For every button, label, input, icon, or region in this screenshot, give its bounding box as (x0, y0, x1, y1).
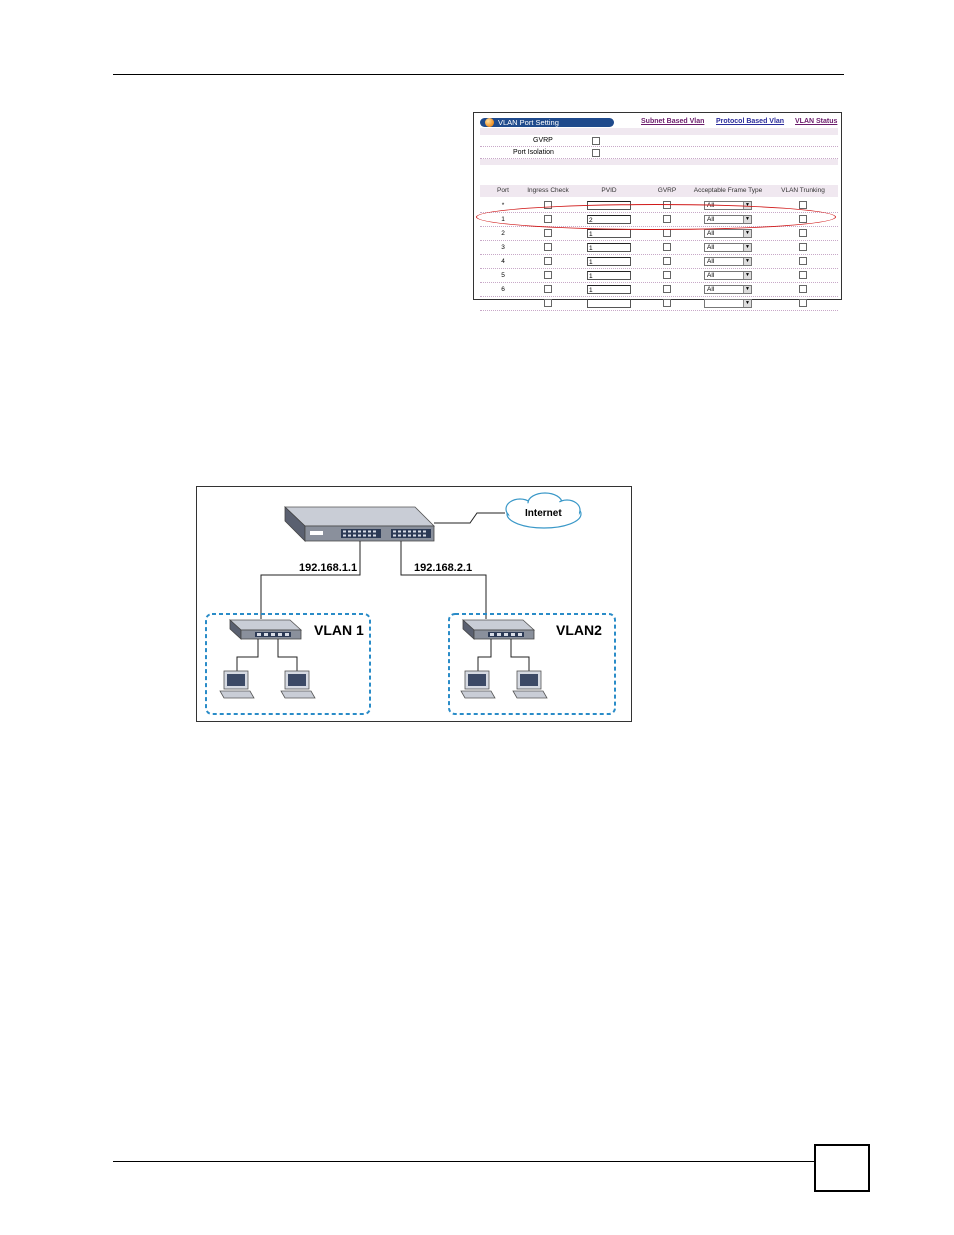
vlan2-label: VLAN2 (556, 622, 602, 638)
link-to-vlan1 (261, 541, 360, 619)
frame-type-cell (704, 254, 752, 268)
frame-type-cell (704, 296, 752, 310)
frame-type-value: All (707, 201, 715, 209)
computer-icon (513, 671, 547, 698)
pvid-input[interactable]: 1 (587, 229, 631, 238)
ingress-check-checkbox[interactable] (544, 215, 552, 223)
gvrp-cell (663, 226, 671, 240)
vlan-trunking-cell (799, 254, 807, 268)
gvrp-option-row (480, 135, 838, 147)
pvid-input[interactable]: 1 (587, 257, 631, 266)
gvrp-port-checkbox[interactable] (663, 201, 671, 209)
gvrp-cell (663, 282, 671, 296)
frame-type-value: All (707, 215, 715, 223)
ingress-check-cell (544, 212, 552, 226)
gvrp-port-checkbox[interactable] (663, 243, 671, 251)
vlan1-label: VLAN 1 (314, 622, 364, 638)
frame-type-select[interactable] (704, 229, 752, 238)
dropdown-arrow-icon[interactable]: ▼ (743, 272, 751, 279)
table-row (480, 282, 838, 297)
frame-type-value: All (707, 285, 715, 293)
pvid-cell (587, 282, 631, 296)
frame-type-cell (704, 212, 752, 226)
vlan-trunking-checkbox[interactable] (799, 257, 807, 265)
vlan2-pc-links (478, 639, 529, 671)
frame-type-cell (704, 240, 752, 254)
ingress-check-checkbox[interactable] (544, 271, 552, 279)
gvrp-port-checkbox[interactable] (663, 285, 671, 293)
vlan-trunking-cell (799, 296, 807, 310)
pvid-input[interactable]: 1 (587, 271, 631, 280)
dropdown-arrow-icon[interactable]: ▼ (743, 202, 751, 209)
ingress-check-cell (544, 268, 552, 282)
computer-icon (461, 671, 495, 698)
vlan-trunking-checkbox[interactable] (799, 271, 807, 279)
network-diagram (196, 486, 632, 722)
vlan1-gateway-ip: 192.168.1.1 (299, 562, 358, 574)
computer-icon (220, 671, 254, 698)
pvid-cell (587, 198, 631, 212)
internet-label: Internet (525, 508, 562, 519)
vlan-trunking-cell (799, 282, 807, 296)
frame-type-select[interactable] (704, 243, 752, 252)
ingress-check-checkbox[interactable] (544, 229, 552, 237)
frame-type-cell (704, 268, 752, 282)
ingress-check-cell (544, 226, 552, 240)
pvid-input[interactable]: 2 (587, 215, 631, 224)
vlan-trunking-checkbox[interactable] (799, 299, 807, 307)
table-row (480, 226, 838, 241)
ingress-check-checkbox[interactable] (544, 201, 552, 209)
pvid-cell (587, 240, 631, 254)
dropdown-arrow-icon[interactable]: ▼ (743, 216, 751, 223)
port-isolation-label: Port Isolation (513, 149, 554, 156)
frame-type-cell (704, 282, 752, 296)
gvrp-cell (663, 212, 671, 226)
column-frame-type: Acceptable Frame Type (693, 187, 763, 194)
gvrp-cell (663, 254, 671, 268)
vlan-trunking-cell (799, 268, 807, 282)
port-isolation-option-row (480, 147, 838, 159)
dropdown-arrow-icon[interactable]: ▼ (743, 258, 751, 265)
ingress-check-checkbox[interactable] (544, 285, 552, 293)
ingress-check-cell (544, 240, 552, 254)
ingress-check-cell (544, 198, 552, 212)
ingress-check-cell (544, 296, 552, 310)
gvrp-checkbox[interactable] (592, 137, 600, 145)
vlan-port-setting-screenshot (473, 112, 842, 306)
column-port: Port (497, 187, 509, 194)
port-isolation-checkbox[interactable] (592, 149, 600, 157)
table-row (480, 240, 838, 255)
pvid-input[interactable]: 1 (587, 243, 631, 252)
diagram-drawing (197, 487, 631, 721)
vlan-table-header (480, 185, 838, 197)
port-number: 3 (501, 243, 505, 251)
frame-type-value: All (707, 271, 715, 279)
vlan-trunking-checkbox[interactable] (799, 229, 807, 237)
ingress-check-checkbox[interactable] (544, 243, 552, 251)
column-ingress-check: Ingress Check (527, 187, 569, 194)
page-number-box (814, 1144, 870, 1192)
frame-type-select[interactable] (704, 285, 752, 294)
port-number: * (501, 201, 505, 209)
gvrp-cell (663, 240, 671, 254)
port-number: 1 (501, 215, 505, 223)
vlan1-switch-icon (230, 620, 301, 639)
vlan-trunking-cell (799, 226, 807, 240)
ingress-check-cell (544, 282, 552, 296)
pvid-cell (587, 268, 631, 282)
gvrp-port-checkbox[interactable] (663, 299, 671, 307)
vlan-trunking-cell (799, 198, 807, 212)
gvrp-port-checkbox[interactable] (663, 257, 671, 265)
pvid-cell (587, 254, 631, 268)
ingress-check-checkbox[interactable] (544, 257, 552, 265)
vlan-trunking-checkbox[interactable] (799, 285, 807, 293)
vlan-trunking-checkbox[interactable] (799, 215, 807, 223)
frame-type-select[interactable] (704, 271, 752, 280)
ingress-check-cell (544, 254, 552, 268)
vlan-title: VLAN Port Setting (498, 118, 559, 127)
gvrp-cell (663, 268, 671, 282)
frame-type-value: All (707, 229, 715, 237)
vlan-status-link[interactable]: VLAN Status (795, 118, 838, 125)
port-number: 2 (501, 229, 505, 237)
vlan-trunking-cell (799, 212, 807, 226)
table-row (480, 296, 838, 311)
vlan-title-bar (480, 118, 614, 127)
gvrp-cell (663, 198, 671, 212)
vlan-trunking-checkbox[interactable] (799, 243, 807, 251)
title-orb-icon (485, 118, 494, 127)
frame-type-select[interactable] (704, 257, 752, 266)
table-row (480, 212, 838, 227)
pvid-input[interactable] (587, 299, 631, 308)
dropdown-arrow-icon[interactable]: ▼ (743, 244, 751, 251)
frame-type-select[interactable] (704, 215, 752, 224)
link-to-vlan2 (401, 541, 486, 619)
header-rule (113, 74, 844, 75)
frame-type-cell (704, 226, 752, 240)
column-pvid: PVID (601, 187, 617, 194)
dropdown-arrow-icon[interactable]: ▼ (743, 300, 751, 307)
column-vlan-trunking: VLAN Trunking (781, 187, 825, 194)
port-number: 5 (501, 271, 505, 279)
frame-type-cell (704, 198, 752, 212)
pvid-cell (587, 226, 631, 240)
gvrp-cell (663, 296, 671, 310)
table-row (480, 268, 838, 283)
internet-link-line (434, 513, 505, 523)
gvrp-port-checkbox[interactable] (663, 215, 671, 223)
gvrp-port-checkbox[interactable] (663, 271, 671, 279)
port-number: 4 (501, 257, 505, 265)
table-row (480, 198, 838, 213)
column-gvrp: GVRP (657, 187, 677, 194)
frame-type-value: All (707, 257, 715, 265)
port-number: 6 (501, 285, 505, 293)
main-switch-icon (285, 507, 434, 541)
dropdown-arrow-icon[interactable]: ▼ (743, 286, 751, 293)
computer-icon (281, 671, 315, 698)
gvrp-label: GVRP (533, 137, 553, 144)
frame-type-select[interactable] (704, 201, 752, 210)
vlan2-switch-icon (463, 620, 534, 639)
frame-type-value: All (707, 243, 715, 251)
vlan-trunking-checkbox[interactable] (799, 201, 807, 209)
frame-type-select[interactable] (704, 299, 752, 308)
vlan1-pc-links (237, 639, 297, 671)
pvid-input[interactable] (587, 201, 631, 210)
table-row (480, 254, 838, 269)
dropdown-arrow-icon[interactable]: ▼ (743, 230, 751, 237)
protocol-based-vlan-link[interactable]: Protocol Based Vlan (716, 118, 785, 125)
pvid-cell (587, 296, 631, 310)
pvid-input[interactable]: 1 (587, 285, 631, 294)
ingress-check-checkbox[interactable] (544, 299, 552, 307)
subnet-based-vlan-link[interactable]: Subnet Based Vlan (641, 118, 705, 125)
pvid-cell (587, 212, 631, 226)
vlan-trunking-cell (799, 240, 807, 254)
vlan2-gateway-ip: 192.168.2.1 (414, 562, 473, 574)
footer-rule (113, 1161, 814, 1162)
gvrp-port-checkbox[interactable] (663, 229, 671, 237)
